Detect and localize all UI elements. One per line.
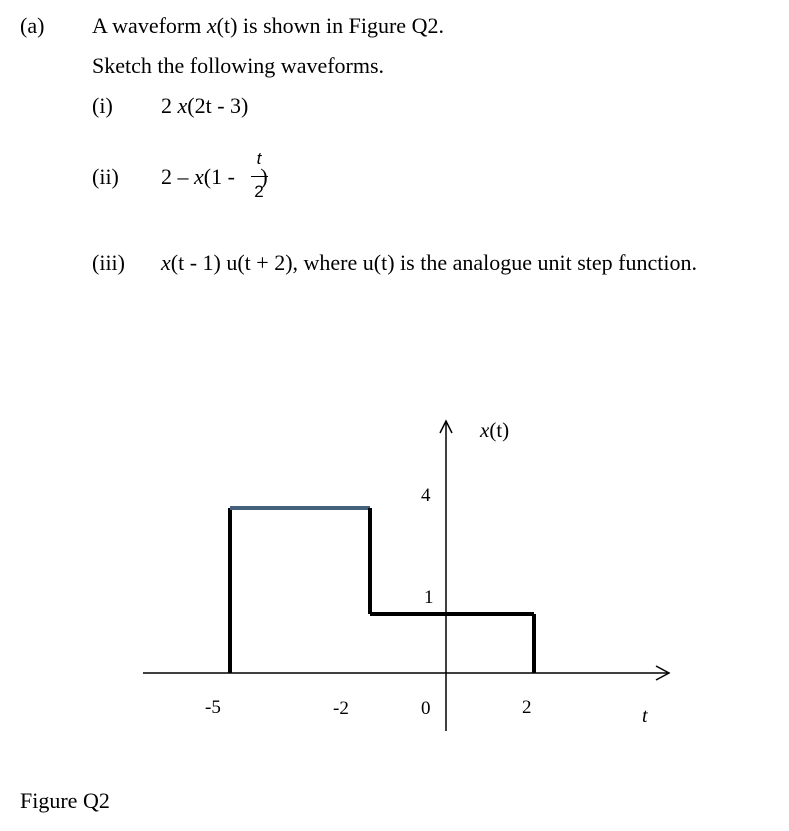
item-ii-pre: 2 –	[161, 164, 194, 189]
item-iii-post: (t - 1) u(t + 2), where u(t) is the analogue unit step function.	[170, 250, 697, 275]
x-tick-label-neg2: -2	[333, 698, 349, 719]
item-ii-fn: x	[194, 164, 204, 189]
item-i-fn: x	[177, 93, 188, 118]
waveform	[230, 508, 534, 673]
intro-pre: A waveform	[92, 13, 207, 38]
y-axis-label-post: (t)	[489, 418, 510, 442]
part-label: (a)	[20, 13, 45, 38]
fraction-numerator: t	[256, 149, 262, 168]
figure-caption: Figure Q2	[20, 788, 110, 813]
item-i-pre: 2	[161, 93, 178, 118]
intro-fn: x	[206, 13, 217, 38]
item-ii-label: (ii)	[92, 164, 119, 189]
x-tick-label-2: 2	[522, 697, 532, 718]
item-iii-label: (iii)	[92, 250, 125, 275]
instruction: Sketch the following waveforms.	[92, 53, 385, 78]
item-ii-open: (1 -	[203, 164, 241, 189]
y-tick-label-1: 1	[424, 587, 434, 608]
y-axis-label	[479, 418, 509, 442]
item-i-post: (2t - 3)	[187, 93, 249, 118]
item-i-label: (i)	[92, 93, 113, 118]
x-tick-label-0: 0	[421, 698, 431, 719]
x-tick-label-neg5: -5	[205, 697, 221, 718]
y-axis-label-fn: x	[480, 418, 490, 442]
fraction-denominator: 2	[254, 182, 264, 201]
y-tick-label-4: 4	[421, 485, 431, 506]
intro-post: (t) is shown in Figure Q2.	[216, 13, 444, 38]
x-axis-label: t	[642, 705, 648, 727]
item-iii-fn: x	[161, 250, 171, 275]
